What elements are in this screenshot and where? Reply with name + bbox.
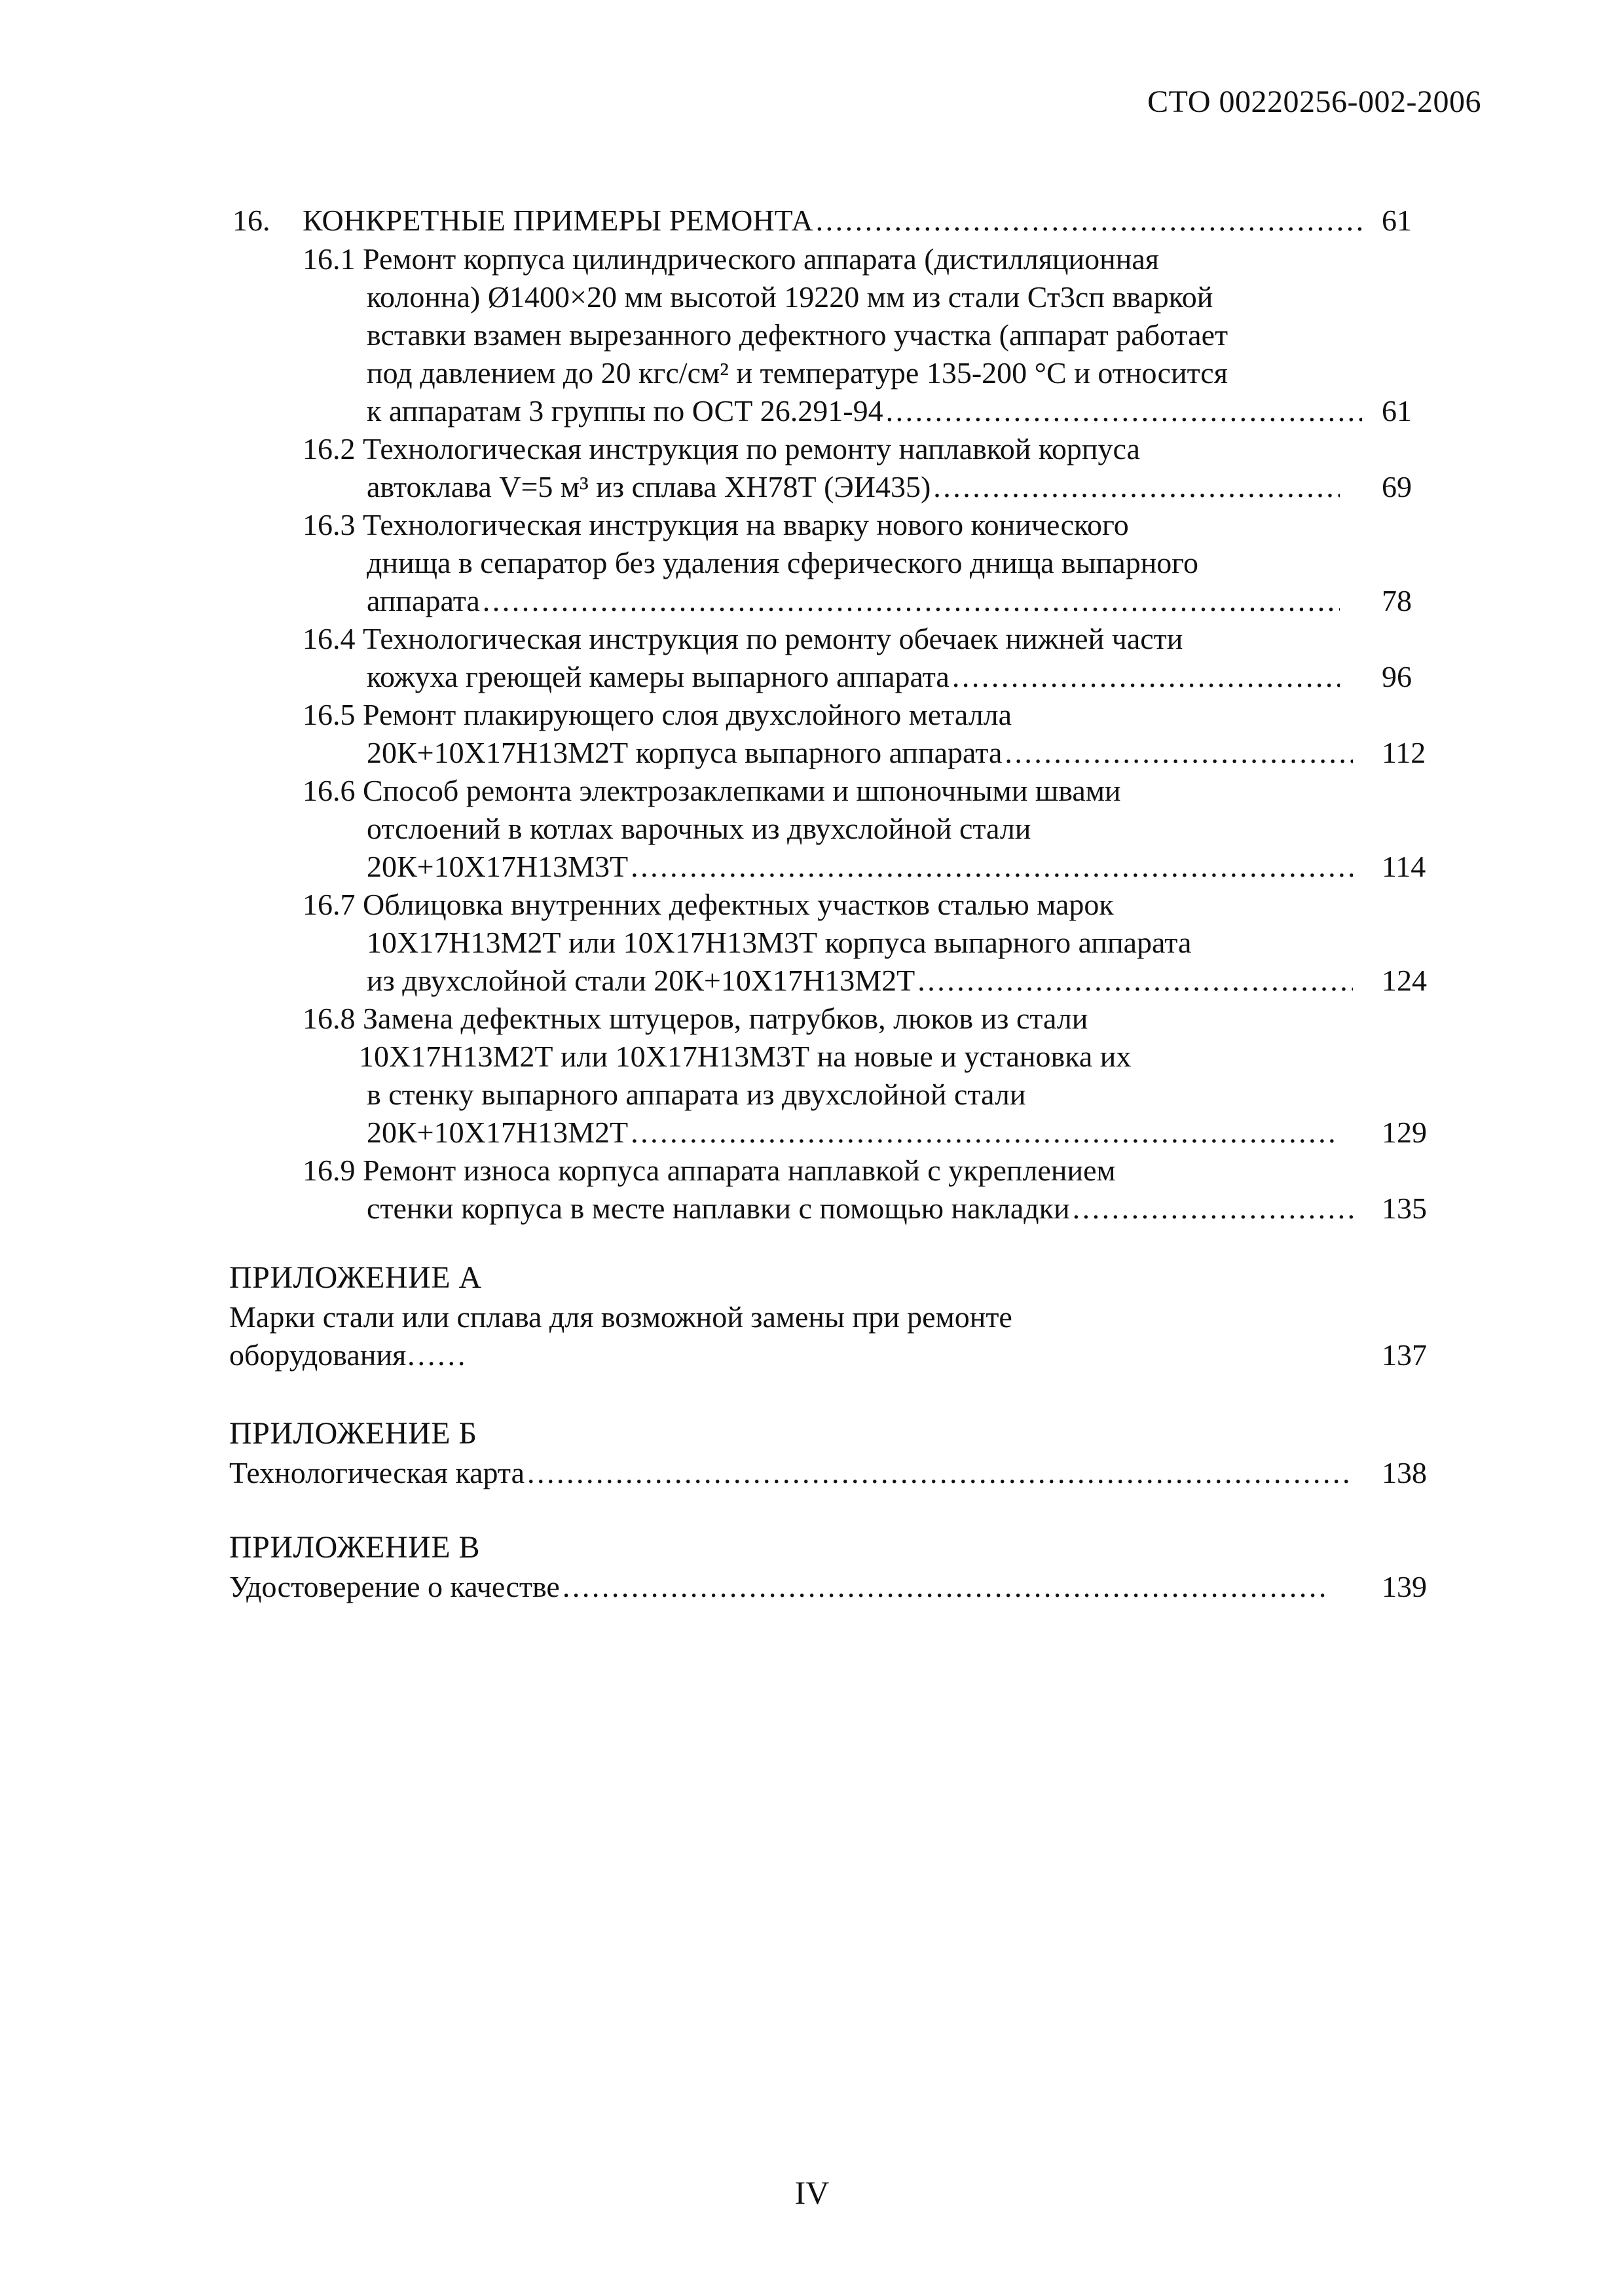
toc-item-text: 16.8 Замена дефектных штуцеров, патрубков, люков из стали [303,1002,1088,1035]
page-ref: 78 [1382,584,1412,617]
toc-item-text: 10Х17Н13М2Т или 10Х17Н13М3Т корпуса выпарного аппарата [367,926,1192,959]
toc-item-last-row [367,657,1342,697]
appendix-text: Технологическая карта [229,1456,525,1489]
leader-dots [563,1567,1327,1607]
toc-item-last-row [367,1113,1342,1152]
toc-item-text: 16.6 Способ ремонта электрозаклепками и шпоночными швами [303,774,1121,807]
toc-item-last-row [367,847,1356,886]
toc-item-text: 16.4 Технологическая инструкция по ремонту обечаек нижней части [303,622,1183,655]
appendix-text: Удостоверение о качестве [229,1570,560,1603]
leader-dots [917,961,1353,1000]
toc-item-text: днища в сепаратор без удаления сферического днища выпарного [367,546,1199,579]
section-title: КОНКРЕТНЫЕ ПРИМЕРЫ РЕМОНТА [303,204,813,237]
toc-item-text: отслоений в котлах варочных из двухслойной стали [367,812,1031,845]
toc-item-last-row [367,961,1356,1000]
toc-item-text: аппарата [367,584,480,617]
toc-item-text: 16.9 Ремонт износа корпуса аппарата наплавкой с укреплением [303,1154,1116,1187]
toc-item-text: к аппаратам 3 группы по ОСТ 26.291-94 [367,394,883,428]
toc-item-text: в стенку выпарного аппарата из двухслойной стали [367,1078,1026,1111]
appendix-heading: ПРИЛОЖЕНИЕ А [229,1260,482,1295]
toc-item-text: под давлением до 20 кгс/см² и температуре 135-200 °С и относится [367,356,1228,390]
leader-dots [631,1113,1340,1152]
page-ref: 61 [1382,204,1412,237]
page-ref: 137 [1382,1338,1427,1372]
appendix-heading: ПРИЛОЖЕНИЕ В [229,1530,481,1565]
toc-item-text: 20К+10Х17Н13М2Т корпуса выпарного аппарата [367,736,1003,769]
leader-dots [527,1453,1353,1493]
leader-dots [1005,733,1353,773]
appendix-row [229,1453,1356,1493]
leader-dots [933,467,1340,507]
toc-item-last-row [367,1189,1356,1228]
leader-dots [816,201,1362,240]
toc-item-text: 20К+10Х17Н13М2Т [367,1116,629,1149]
toc-item-last-row [367,467,1342,507]
toc-item-text: кожуха греющей камеры выпарного аппарата [367,660,950,693]
appendix-text: оборудования…… [229,1338,467,1372]
page-ref: 61 [1382,394,1412,428]
appendix-row [229,1567,1329,1607]
toc-item-last-row [367,392,1365,431]
leader-dots [483,581,1340,621]
toc-item-text: 16.2 Технологическая инструкция по ремонту наплавкой корпуса [303,432,1140,465]
page-ref: 139 [1382,1570,1427,1603]
toc-item-text: стенки корпуса в месте наплавки с помощью накладки [367,1192,1070,1225]
appendix-text: Марки стали или сплава для возможной замены при ремонте [229,1300,1012,1334]
page-ref: 135 [1382,1192,1427,1225]
toc-item-text: 20К+10Х17Н13М3Т [367,850,629,883]
leader-dots [631,847,1353,886]
page-ref: 114 [1382,850,1426,883]
toc-item-text: вставки взамен вырезанного дефектного участка (аппарат работает [367,318,1228,352]
page-ref: 96 [1382,660,1412,693]
page-ref: 112 [1382,736,1426,769]
toc-item-text: 16.1 Ремонт корпуса цилиндрического аппарата (дистилляционная [303,242,1159,276]
page-ref: 138 [1382,1456,1427,1489]
toc-item-text: 10Х17Н13М2Т или 10Х17Н13М3Т на новые и установка их [359,1040,1132,1073]
toc-item-last-row [367,581,1342,621]
toc-item-text: автоклава V=5 м³ из сплава ХН78Т (ЭИ435) [367,470,931,503]
toc-item-text: из двухслойной стали 20К+10Х17Н13М2Т [367,964,915,997]
toc-item-text: 16.5 Ремонт плакирующего слоя двухслойного металла [303,698,1012,731]
page-ref: 129 [1382,1116,1427,1149]
page-ref: 124 [1382,964,1427,997]
page-number: IV [794,2174,830,2211]
page-ref: 69 [1382,470,1412,503]
document-code: СТО 00220256-002-2006 [1147,84,1481,119]
leader-dots [886,392,1362,431]
toc-item-text: колонна) Ø1400×20 мм высотой 19220 мм из стали Ст3сп вваркой [367,280,1213,314]
leader-dots [952,657,1340,697]
toc-item-text: 16.3 Технологическая инструкция на вварку нового конического [303,508,1129,541]
toc-item-text: 16.7 Облицовка внутренних дефектных участков сталью марок [303,888,1114,921]
toc-item-last-row [367,733,1356,773]
appendix-heading: ПРИЛОЖЕНИЕ Б [229,1416,477,1451]
section-title-row [303,201,1365,240]
section-number: 16. [232,204,270,237]
leader-dots [1073,1189,1353,1228]
